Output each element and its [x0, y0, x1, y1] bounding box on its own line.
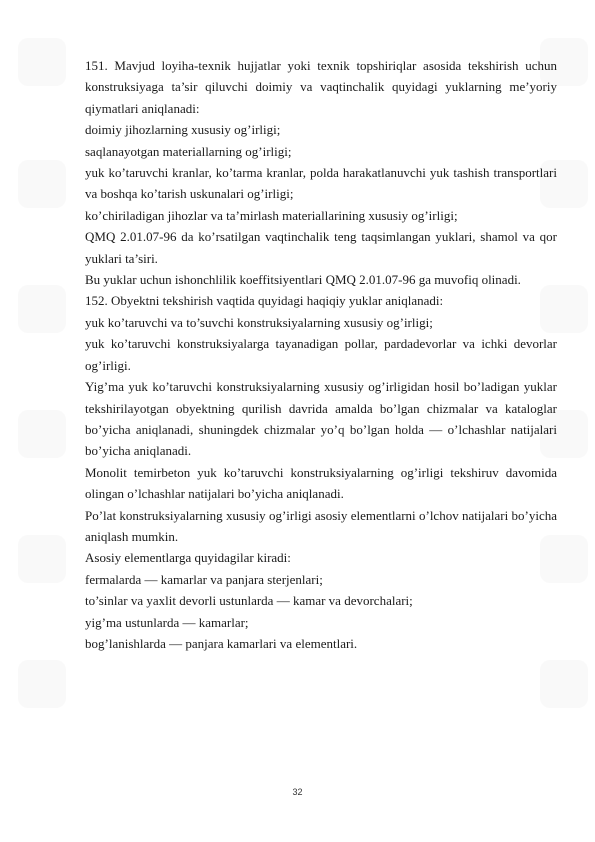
list-item: fermalarda — kamarlar va panjara sterjenlari;	[85, 571, 323, 587]
page-number: 32	[292, 787, 303, 797]
watermark-tile	[18, 410, 66, 458]
list-item: saqlanayotgan materiallarning og’irligi;	[85, 143, 292, 159]
paragraph: Asosiy elementlarga quyidagilar kiradi:	[85, 550, 291, 566]
paragraph: Yig’ma yuk ko’taruvchi konstruksiyalarning xususiy og’irligidan hosil bo’ladigan yuklar tekshirilayotgan obyektning qurilish davrida amalda bo’lgan chizmalar va kataloglar bo’yicha aniqlanadi, shuningdek chizmalar yo’q bo’lgan holda — o’lchashlar natijalari bo’yicha aniqlanadi.	[85, 379, 557, 459]
list-item: to’sinlar va yaxlit devorli ustunlarda — kamar va devorchalari;	[85, 593, 413, 609]
watermark-tile	[540, 660, 588, 708]
paragraph-152: 152. Obyektni tekshirish vaqtida quyidagi haqiqiy yuklar aniqlanadi:	[85, 293, 444, 309]
list-item: yuk ko’taruvchi kranlar, ko’tarma kranlar, polda harakatlanuvchi yuk tashish transportlari va boshqa ko’tarish uskunalari og’irligi;	[85, 165, 557, 202]
watermark-tile	[18, 660, 66, 708]
paragraph-151: 151. Mavjud loyiha-texnik hujjatlar yoki texnik topshiriqlar asosida tekshirish uchun konstruksiyaga ta’sir qiluvchi doimiy va vaqtinchalik quyidagi yuklarning me’yoriy qiymatlari aniqlanadi:	[85, 58, 557, 116]
watermark-tile	[18, 535, 66, 583]
paragraph: Bu yuklar uchun ishonchlilik koeffitsiyentlari QMQ 2.01.07-96 ga muvofiq olinadi.	[85, 272, 521, 288]
list-item: QMQ 2.01.07-96 da ko’rsatilgan vaqtinchalik teng taqsimlangan yuklari, shamol va qor yuklari ta’siri.	[85, 229, 557, 266]
watermark-tile	[18, 38, 66, 86]
list-item: ko’chiriladigan jihozlar va ta’mirlash materiallarining xususiy og’irligi;	[85, 207, 458, 223]
paragraph: Monolit temirbeton yuk ko’taruvchi konstruksiyalarning og’irligi tekshiruv davomida olingan o’lchashlar natijalari bo’yicha aniqlanadi.	[85, 464, 557, 502]
list-item: doimiy jihozlarning xususiy og’irligi;	[85, 122, 281, 138]
watermark-tile	[18, 285, 66, 333]
watermark-tile	[18, 160, 66, 208]
list-item: yuk ko’taruvchi konstruksiyalarga tayanadigan pollar, pardadevorlar va ichki devorlar og’irligi.	[85, 336, 557, 373]
list-item: yuk ko’taruvchi va to’suvchi konstruksiyalarning xususiy og’irligi;	[85, 314, 433, 330]
list-item: bog’lanishlarda — panjara kamarlari va elementlari.	[85, 635, 358, 651]
paragraph: Po’lat konstruksiyalarning xususiy og’irligi asosiy elementlarni o’lchov natijalari bo’yicha aniqlash mumkin.	[85, 507, 557, 544]
body-text	[85, 55, 557, 654]
list-item: yig’ma ustunlarda — kamarlar;	[85, 614, 249, 630]
